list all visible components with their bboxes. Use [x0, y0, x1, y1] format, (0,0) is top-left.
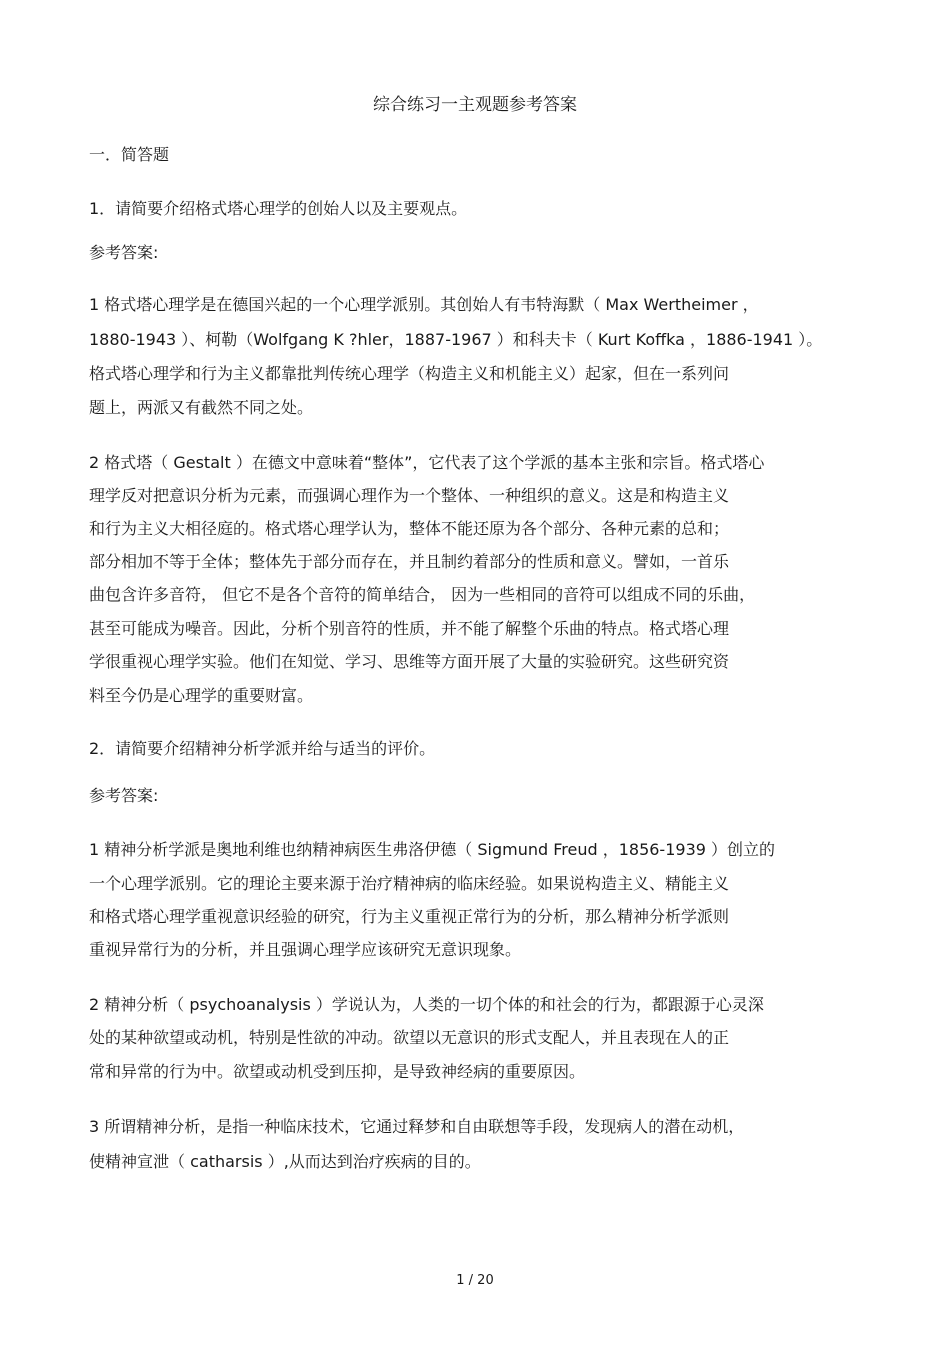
text-line: 3 所谓精神分析，是指一种临床技术，它通过释梦和自由联想等手段，发现病人的潜在动机， — [89, 1117, 745, 1136]
text-line: 2 精神分析（ psychoanalysis ）学说认为，人类的一切个体的和社会的行为，都跟源于心灵深 — [89, 995, 764, 1014]
text-line: 一个心理学派别。它的理论主要来源于治疗精神病的临床经验。如果说构造主义、精能主义 — [89, 874, 730, 893]
text-line: 格式塔心理学和行为主义都靠批判传统心理学（构造主义和机能主义）起家，但在一系列问 — [89, 364, 730, 383]
document-title: 综合练习一主观题参考答案 — [373, 95, 577, 115]
text-line: 1 格式塔心理学是在德国兴起的一个心理学派别。其创始人有韦特海默（ Max Wertheimer ， — [89, 295, 759, 314]
page-number: 1 / 20 — [456, 1273, 494, 1288]
answer-label-2: 参考答案: — [89, 786, 159, 805]
text-line: 题上，两派又有截然不同之处。 — [89, 398, 314, 417]
text-line: 学很重视心理学实验。他们在知觉、学习、思维等方面开展了大量的实验研究。这些研究资 — [89, 652, 730, 671]
text-line: 2 格式塔（ Gestalt ）在德文中意味着“整体”，它代表了这个学派的基本主张和宗旨。格式塔心 — [89, 453, 765, 472]
question-1: 1．请简要介绍格式塔心理学的创始人以及主要观点。 — [89, 199, 468, 218]
text-line: 常和异常的行为中。欲望或动机受到压抑，是导致神经病的重要原因。 — [89, 1062, 586, 1081]
question-2: 2．请简要介绍精神分析学派并给与适当的评价。 — [89, 739, 436, 758]
text-line: 部分相加不等于全体；整体先于部分而存在，并且制约着部分的性质和意义。譬如，一首乐 — [89, 552, 730, 571]
text-line: 甚至可能成为噪音。因此，分析个别音符的性质，并不能了解整个乐曲的特点。格式塔心理 — [89, 619, 730, 638]
text-line: 1880-1943 ）、柯勒（Wolfgang K ?hler，1887-1967 ）和科夫卡（ Kurt Koffka ，1886-1941 ）。 — [89, 330, 823, 349]
text-line: 重视异常行为的分析，并且强调心理学应该研究无意识现象。 — [89, 940, 522, 959]
text-line: 曲包含许多音符， 但它不是各个音符的简单结合， 因为一些相同的音符可以组成不同的乐曲， — [89, 585, 756, 604]
answer-label-1: 参考答案: — [89, 243, 159, 262]
text-line: 和格式塔心理学重视意识经验的研究，行为主义重视正常行为的分析，那么精神分析学派则 — [89, 907, 730, 926]
text-line: 使精神宣泄（ catharsis ）,从而达到治疗疾病的目的。 — [89, 1152, 481, 1171]
text-line: 理学反对把意识分析为元素，而强调心理作为一个整体、一种组织的意义。这是和构造主义 — [89, 486, 730, 505]
text-line: 1 精神分析学派是奥地利维也纳精神病医生弗洛伊德（ Sigmund Freud ，1856-1939 ）创立的 — [89, 840, 776, 859]
text-line: 处的某种欲望或动机，特别是性欲的冲动。欲望以无意识的形式支配人，并且表现在人的正 — [89, 1028, 730, 1047]
text-line: 和行为主义大相径庭的。格式塔心理学认为，整体不能还原为各个部分、各种元素的总和； — [89, 519, 730, 538]
text-line: 料至今仍是心理学的重要财富。 — [89, 686, 314, 705]
section-heading: 一．简答题 — [89, 145, 170, 164]
